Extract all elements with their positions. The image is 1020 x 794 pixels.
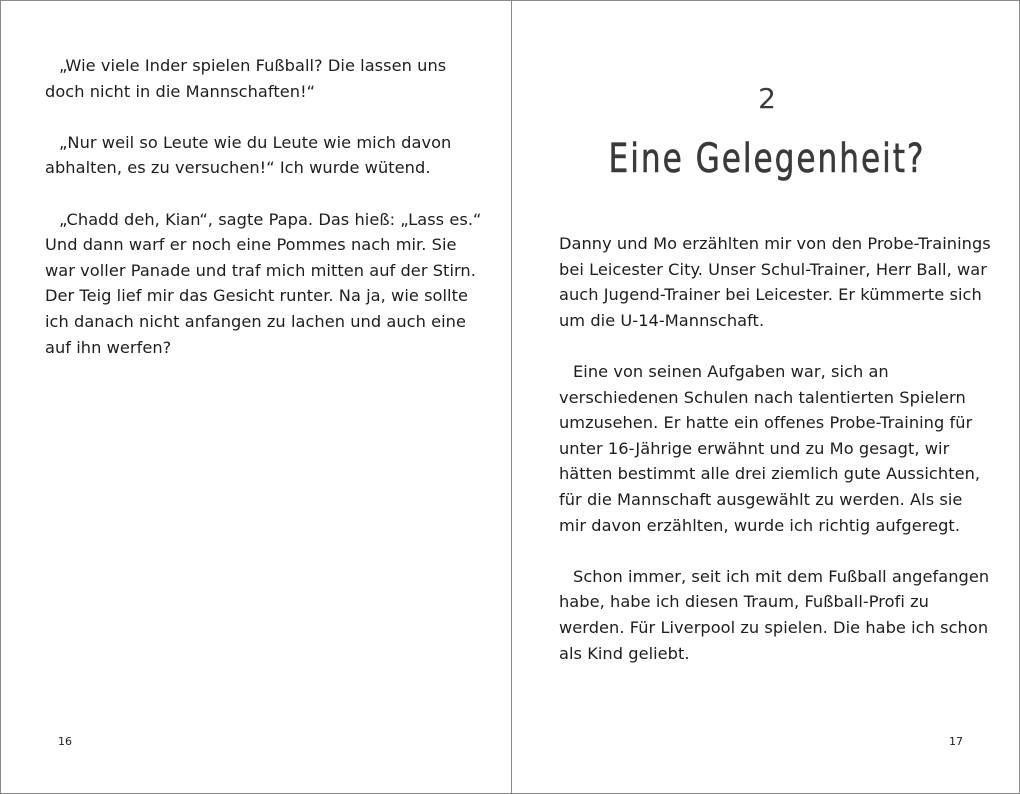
text-line: auch Jugend-Trainer bei Leicester. Er kümmerte sich bbox=[559, 285, 982, 305]
paragraph bbox=[45, 130, 485, 181]
paragraph bbox=[559, 359, 999, 538]
text-line: hätten bestimmt alle drei ziemlich gute Aussichten, bbox=[559, 464, 981, 484]
text-line: Der Teig lief mir das Gesicht runter. Na ja, wie sollte bbox=[45, 286, 469, 306]
text-line: Und dann warf er noch eine Pommes nach mir. Sie bbox=[45, 235, 457, 255]
text-line: unter 16-Jährige erwähnt und zu Mo gesagt, wir bbox=[559, 438, 950, 458]
left-page bbox=[1, 1, 511, 793]
text-line: ich danach nicht anfangen zu lachen und auch eine bbox=[45, 311, 466, 331]
text-line: Eine von seinen Aufgaben war, sich an bbox=[573, 361, 889, 381]
chapter-number: 2 bbox=[758, 82, 776, 115]
text-line: „Wie viele Inder spielen Fußball? Die lassen uns bbox=[59, 56, 447, 75]
paragraph bbox=[45, 53, 485, 104]
text-line: „Nur weil so Leute wie du Leute wie mich davon bbox=[59, 132, 452, 152]
chapter-title: Eine Gelegenheit? bbox=[608, 136, 926, 182]
text-line: war voller Panade und traf mich mitten auf der Stirn. bbox=[45, 260, 476, 280]
text-line: doch nicht in die Mannschaften!“ bbox=[45, 81, 316, 101]
right-page bbox=[512, 1, 1019, 793]
text-line: für die Mannschaft ausgewählt zu werden. Als sie bbox=[559, 489, 963, 509]
text-line: auf ihn werfen? bbox=[45, 337, 172, 357]
left-page-body bbox=[45, 53, 485, 386]
text-line: „Chadd deh, Kian“, sagte Papa. Das hieß: „Lass es.“ bbox=[59, 209, 482, 229]
page-number-right: 17 bbox=[949, 735, 963, 748]
paragraph bbox=[45, 207, 485, 361]
text-line: Schon immer, seit ich mit dem Fußball angefangen bbox=[573, 566, 990, 586]
paragraph bbox=[559, 231, 999, 333]
right-page-body bbox=[559, 231, 999, 692]
text-line: Danny und Mo erzählten mir von den Probe-Trainings bbox=[559, 234, 991, 253]
paragraph bbox=[559, 564, 999, 666]
text-line: bei Leicester City. Unser Schul-Trainer, Herr Ball, war bbox=[559, 259, 987, 279]
text-line: abhalten, es zu versuchen!“ Ich wurde wütend. bbox=[45, 158, 431, 178]
text-line: verschiedenen Schulen nach talentierten Spielern bbox=[559, 387, 966, 407]
text-line: um die U-14-Mannschaft. bbox=[559, 310, 765, 330]
text-line: umzusehen. Er hatte ein offenes Probe-Training für bbox=[559, 413, 973, 433]
page-number-left: 16 bbox=[58, 735, 72, 748]
text-line: habe, habe ich diesen Traum, Fußball-Profi zu bbox=[559, 592, 929, 612]
text-line: als Kind geliebt. bbox=[559, 643, 690, 663]
text-line: werden. Für Liverpool zu spielen. Die habe ich schon bbox=[559, 617, 989, 637]
text-line: mir davon erzählten, wurde ich richtig aufgeregt. bbox=[559, 515, 961, 535]
